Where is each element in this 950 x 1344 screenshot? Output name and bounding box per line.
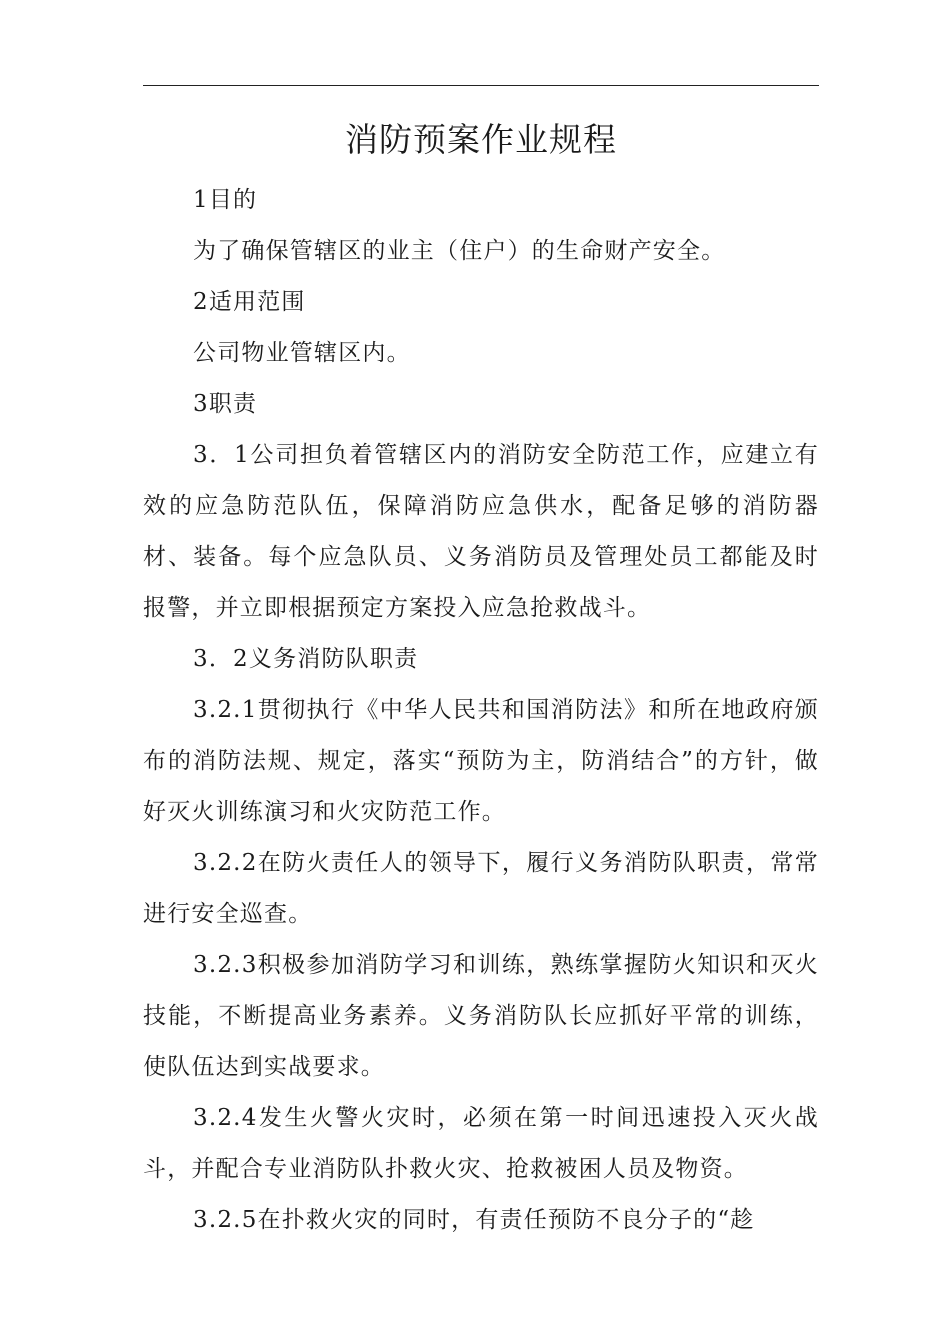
paragraph-scope-heading: 2适用范围	[193, 289, 306, 315]
paragraph-scope-text: 公司物业管辖区内。	[193, 340, 411, 366]
paragraph-duties-heading: 3职责	[193, 391, 258, 417]
paragraph-3-2-3: 3.2.3积极参加消防学习和训练，熟练掌握防火知识和灭火技能，不断提高业务素养。义务消防队长应抓好平常的训练，使队伍达到实战要求。	[143, 952, 819, 1080]
paragraph-3-2-2: 3.2.2在防火责任人的领导下，履行义务消防队职责，常常进行安全巡查。	[143, 850, 819, 927]
document-body	[143, 175, 819, 1246]
paragraph-3-1: 3．1公司担负着管辖区内的消防安全防范工作，应建立有效的应急防范队伍，保障消防应急供水，配备足够的消防器材、装备。每个应急队员、义务消防员及管理处员工都能及时报警，并立即根据预定方案投入应急抢救战斗。	[143, 442, 819, 621]
paragraph-3-2-heading: 3．2义务消防队职责	[193, 646, 419, 672]
paragraph-purpose-text: 为了确保管辖区的业主（住户）的生命财产安全。	[193, 238, 726, 264]
paragraph-3-2-4: 3.2.4发生火警火灾时，必须在第一时间迅速投入灭火战斗，并配合专业消防队扑救火灾、抢救被困人员及物资。	[143, 1105, 819, 1182]
paragraph-3-2-1: 3.2.1贯彻执行《中华人民共和国消防法》和所在地政府颁布的消防法规、规定，落实“预防为主，防消结合”的方针，做好灭火训练演习和火灾防范工作。	[143, 697, 819, 825]
document-title: 消防预案作业规程	[345, 120, 617, 159]
paragraph-3-2-5: 3.2.5在扑救火灾的同时，有责任预防不良分子的“趁	[193, 1207, 755, 1233]
paragraph-purpose-heading: 1目的	[193, 187, 258, 213]
header-rule	[143, 85, 819, 86]
